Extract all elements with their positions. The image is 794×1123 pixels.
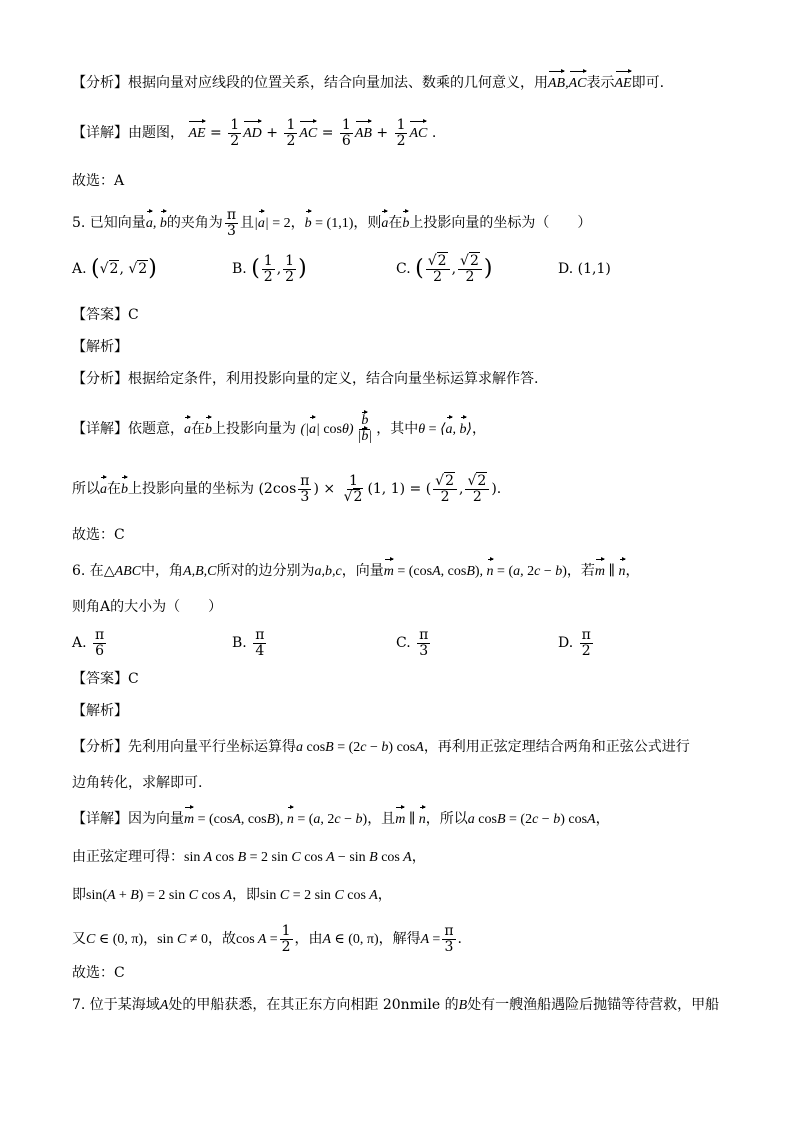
q5-answer: 【答案】C (72, 307, 139, 323)
q5-detail: 【详解】依题意，a在b上投影向量为 (|a| cosθ) $\frac{b}{|b|}$ ，其中θ = ⟨a, b⟩， (72, 413, 486, 444)
q6-option-c[interactable]: C. $\frac{\pi}{3}$ (396, 627, 429, 659)
q6-option-d[interactable]: D. $\frac{\pi}{2}$ (558, 627, 591, 659)
q6-stem: 6. 在△ABC中，角A,B,C所对的边分别为a,b,c，向量m = (cosA, cosB), n = (a, 2c − b)，若m ∥ n， (72, 560, 734, 583)
q5-option-d[interactable]: D. (1,1) (558, 261, 611, 277)
q5-stem: 5. 已知向量a, b的夹角为 $\frac{\pi}{3}$ 且|a| = 2，b = (1,1)，则a在b上投影向量的坐标为（ ） (72, 207, 592, 239)
q7-stem: 7. 位于某海域A处的甲船获悉，在其正东方向相距 20nmile 的B处有一艘渔船遇险后抛锚等待营救，甲船 (72, 997, 720, 1013)
q6-jiexi: 【解析】 (72, 703, 128, 719)
q5-analysis: 【分析】根据给定条件，利用投影向量的定义，结合向量坐标运算求解作答. (72, 371, 539, 387)
q5-jiexi: 【解析】 (72, 339, 128, 355)
q6-answer: 【答案】C (72, 671, 139, 687)
q5-detail2: 所以a在b上投影向量的坐标为 (2cos $\frac{\pi}{3}$ ) × $\frac{1}{√2}$ (1, 1) = ( $\frac{√2}{2}$ , $\frac{√2}{2}$ ). (72, 473, 502, 505)
q6-option-a[interactable]: A. $\frac{\pi}{6}$ (72, 627, 105, 659)
q6-analysis: 【分析】先利用向量平行坐标运算得a cosB = (2c − b) cosA，再利用正弦定理结合两角和正弦公式进行 (72, 739, 690, 755)
q6-detail4: 又C ∈ (0, π)，sin C ≠ 0，故cos A = $\frac{1}{2}$ ，由A ∈ (0, π)，解得A = $\frac{\pi}{3}$ . (72, 923, 462, 955)
q6-analysis2: 边角转化，求解即可. (72, 775, 203, 791)
q6-option-b[interactable]: B. $\frac{\pi}{4}$ (232, 627, 265, 659)
q5-option-a[interactable]: A. (√2, √2) (72, 256, 157, 281)
q5-choice: 故选：C (72, 527, 125, 543)
q6-detail3: 即sin(A + B) = 2 sin C cos A，即sin C = 2 sin C cos A， (72, 887, 392, 903)
q6-choice: 故选：C (72, 965, 125, 981)
detail-line-1: 【详解】由题图， AE = $\frac{1}{2}$ AD + $\frac{1}{2}$ AC = $\frac{1}{6}$ AB + $\frac{1}{2}$ AC . (72, 117, 437, 149)
q6-detail: 【详解】因为向量m = (cosA, cosB), n = (a, 2c − b)，且m ∥ n，所以a cosB = (2c − b) cosA， (72, 808, 734, 831)
q5-option-c[interactable]: C. ( $\frac{√2}{2}$ , $\frac{√2}{2}$ ) (396, 253, 493, 285)
choice-1: 故选：A (72, 173, 125, 189)
q5-option-b[interactable]: B. ( $\frac{1}{2}$ , $\frac{1}{2}$ ) (232, 253, 307, 285)
q6-stem2: 则角A的大小为（ ） (72, 599, 223, 615)
analysis-line-1: 【分析】根据向量对应线段的位置关系，结合向量加法、数乘的几何意义，用AB,AC表示AE即可. (72, 72, 734, 95)
q6-detail2: 由正弦定理可得：sin A cos B = 2 sin C cos A − sin B cos A， (72, 849, 426, 865)
